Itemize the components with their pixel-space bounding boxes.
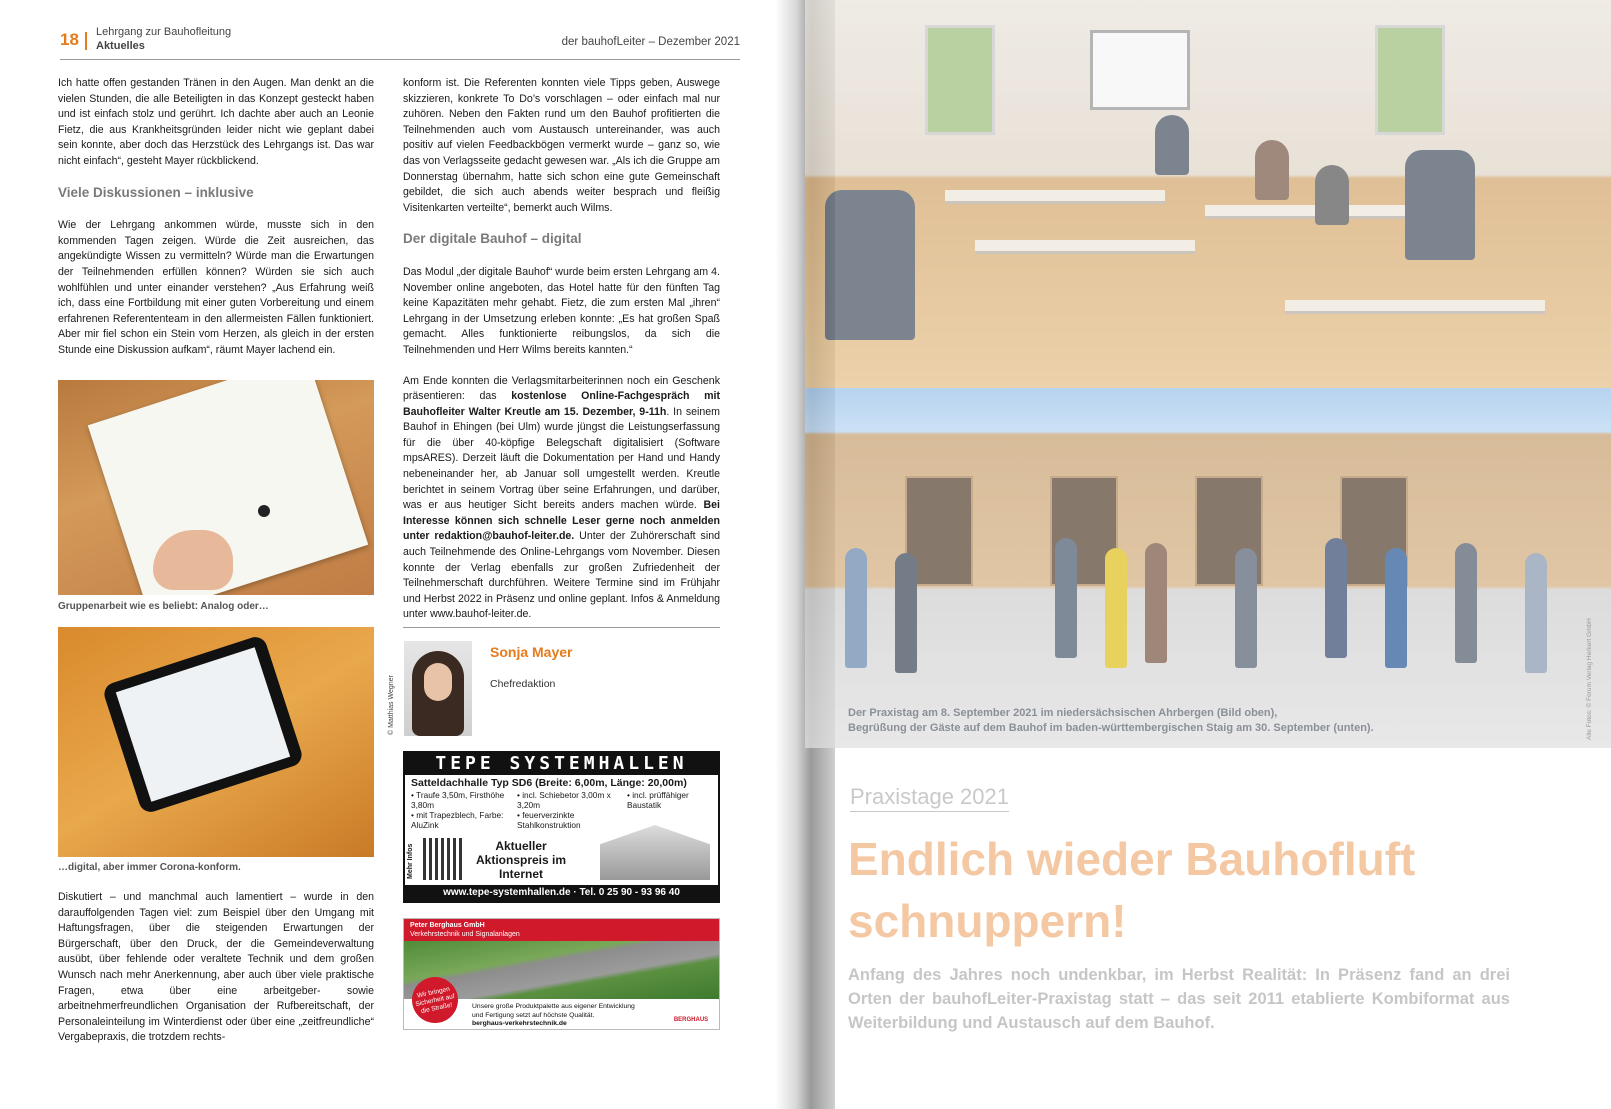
paragraph: konform ist. Die Referenten konnten viele Tipps geben, Auswege skizzieren, konkrete To Do’s vorschlagen – oder einfach mal nur zuhören. Neben den Fakten rund um den Bauhof profitierten die Teilnehmenden auch vom Austausch untereinander, was auch positiv auf vielen Feedbackbögen vermerkt wurde – ganz so, wie das von Verlagsseite gedacht gewesen war. „Als ich die Gruppe am Donnerstag übernahm, hatte sich schon eine gute Gemeinschaft gebildet, die sich auch abends weiter besprach und fleißig Visitenkarten verteilte“, bemerkt auch Wilms.	[403, 77, 720, 214]
photo-bauhof-welcome	[805, 388, 1611, 748]
tablet-device	[101, 634, 304, 815]
subheading: Der digitale Bauhof – digital	[403, 231, 582, 247]
attendee	[1155, 115, 1189, 175]
page-header	[60, 26, 740, 60]
caption-line: Der Praxistag am 8. September 2021 im niedersächsischen Ahrbergen (Bild oben),	[848, 707, 1278, 719]
author-rule	[403, 627, 720, 628]
tepe-bullet: • mit Trapezblech, Farbe: AluZink	[411, 810, 504, 830]
portrait-face	[424, 663, 452, 701]
paragraph-offer	[403, 374, 720, 624]
author-portrait	[404, 641, 472, 736]
berghaus-url[interactable]: berghaus-verkehrstechnik.de	[472, 1020, 567, 1027]
guest	[1055, 538, 1077, 658]
tepe-contact[interactable]: www.tepe-systemhallen.de · Tel. 0 25 90 - 93 96 40	[405, 885, 718, 901]
guest	[895, 553, 917, 673]
right-photo-credit: Alle Fotos: © Forum Verlag Herkert GmbH	[1586, 618, 1593, 740]
text-run: . In seinem Bauhof in Ehingen (bei Ulm) wurde jüngst die Leistungserfassung für die über 40-köpfige Belegschaft digitalisiert (Software mpsARES). Derzeit läuft die Dokumentation per Hand und Handy nebeneinander her, ab Januar soll umgestellt werden. Kreutle berichtet in seinem Vortrag über seine Erfahrungen, und darüber, was er aus heutiger Sicht bereits anders machen würde.	[403, 405, 720, 512]
paragraph: Ich hatte offen gestanden Tränen in den Augen. Man denkt an die vielen Stunden, die alle Beteiligten in das Konzept gesteckt haben und ist einfach stolz und gerührt. Ich dachte aber auch an Leonie Fietz, die aus Krankheitsgründen leider nicht wie geplant dabei sein konnte, aber doch das Herzstück des Lehrgangs ist. Das war nicht einfach“, gesteht Mayer rückblickend.	[58, 77, 374, 167]
headline-line: schnuppern!	[848, 895, 1127, 947]
header-course: Lehrgang zur Bauhofleitung	[96, 26, 232, 38]
article-headline	[848, 828, 1548, 952]
column-1-bottom	[58, 890, 374, 1061]
guest	[1455, 543, 1477, 663]
paragraph: Wie der Lehrgang ankommen würde, musste sich in den kommenden Tagen zeigen. Würde die Zeit ausreichen, das angekündigte Wissen zu vermitteln? Würde man die Erwartungen der Teilnehmenden erfüllen können? Würden sie sich auch wohlfühlen und unter einander verstehen? „Aus Erfahrung weiß ich, dass eine Fortbildung mit einer guten Vorbereitung und einem erfahrenen Referententeam in den allermeisten Fällen funktioniert. Aber mir fiel schon ein Stein vom Herzen, als gleich in der ersten Stunde eine Diskussion aufkam“, räumt Mayer lachend ein.	[58, 219, 374, 356]
guest	[1235, 548, 1257, 668]
guest	[845, 548, 867, 668]
attendee	[825, 190, 915, 340]
text-run: Unter der Zuhörerschaft sind auch Teilnehmende des Online-Lehrgangs vom November. Diesen konnte der Verlag ebenfalls zur großen Zufriedenheit der Teilnehmerschaft durchführen. Weitere Termine sind im Frühjahr und Herbst 2022 in Präsenz und online geplant. Infos & Anmeldung unter www.bauhof-leiter.de.	[403, 530, 720, 621]
berghaus-header	[404, 919, 719, 941]
text-run: Am Ende konnten die Verlagsmitarbeiterinnen noch ein Geschenk präsentieren: das	[403, 374, 720, 403]
text-run-bold: kostenlose Online-Fachgespräch mit Bauhofleiter Walter Kreutle am 15. Dezember, 9-11h	[403, 390, 720, 418]
author-role: Chefredaktion	[490, 678, 556, 690]
berghaus-tagline: Verkehrstechnik und Signalanlagen	[410, 931, 520, 938]
header-section: Aktuelles	[96, 40, 145, 52]
tepe-bullet: • Traufe 3,50m, Firsthöhe 3,80m	[411, 790, 505, 810]
paragraph: Das Modul „der digitale Bauhof“ wurde beim ersten Lehrgang am 4. November online angeboten, das Hotel hatte für den fünften Tag keine Kapazitäten mehr gehabt. Fietz, die zum ersten Mal „ihren“ Lehrgang in der Umsetzung erleben konnte: „Es hat großen Spaß gemacht. Alles funktionierte reibungslos, da sich die Teilnehmenden und Herr Wilms bereits kannten.“	[403, 265, 720, 356]
article-kicker: Praxistage 2021	[850, 784, 1009, 812]
attendee	[1255, 140, 1289, 200]
seminar-table	[975, 240, 1195, 254]
berghaus-badge: Wir bringen Sicherheit auf die Straße!	[408, 973, 463, 1028]
caption-line: Begrüßung der Gäste auf dem Bauhof im baden-württembergischen Staig am 30. September (unten).	[848, 722, 1374, 734]
column-1-top	[58, 76, 374, 374]
tepe-more-info: Mehr Infos	[407, 843, 414, 879]
headline-line: Endlich wieder Bauhofluft	[848, 833, 1416, 885]
seminar-table	[945, 190, 1165, 204]
tepe-spec: Satteldachhalle Typ SD6 (Breite: 6,00m, Länge: 20,00m)	[411, 777, 687, 789]
photo-analog-groupwork	[58, 380, 374, 595]
ad-berghaus[interactable]	[403, 918, 720, 1030]
caption-photo-2: …digital, aber immer Corona-konform.	[58, 862, 241, 873]
window	[1375, 25, 1445, 135]
attendee	[1405, 150, 1475, 260]
tepe-bullet: • feuerverzinkte Stahlkonstruktion	[517, 810, 581, 830]
text-run-bold: Bei Interesse können sich schnelle Leser gerne noch anmelden unter redaktion@bauhof-leiter.de.	[403, 499, 720, 543]
tepe-bullet: • incl. prüffähiger Baustatik	[627, 790, 689, 810]
guest	[1105, 548, 1127, 668]
qr-code-icon[interactable]	[423, 838, 465, 880]
author-name: Sonja Mayer	[490, 644, 573, 660]
berghaus-logo: BERGHAUS	[673, 1017, 709, 1023]
window	[925, 25, 995, 135]
ad-tepe-systemhallen[interactable]	[403, 751, 720, 903]
tablet-screen	[116, 647, 290, 801]
guest	[1525, 553, 1547, 673]
projection-screen	[1090, 30, 1190, 110]
guest	[1145, 543, 1167, 663]
berghaus-line: Unsere große Produktpalette aus eigener Entwicklung	[472, 1003, 635, 1010]
left-page	[0, 0, 790, 1109]
guest	[1325, 538, 1347, 658]
tepe-logo: TEPE SYSTEMHALLEN	[405, 753, 718, 775]
header-magazine: der bauhofLeiter – Dezember 2021	[561, 36, 740, 48]
tepe-bullet: • incl. Schiebetor 3,00m x 3,20m	[517, 790, 611, 810]
tepe-promo: Aktueller Aktionspreis im Internet	[475, 839, 567, 881]
seminar-table	[1285, 300, 1545, 314]
subheading: Viele Diskussionen – inklusive	[58, 184, 254, 200]
header-divider	[85, 32, 87, 50]
column-2	[403, 76, 720, 638]
berghaus-text	[472, 1003, 635, 1029]
photo-digital-tablet	[58, 627, 374, 857]
photo-seminar-room	[805, 0, 1611, 388]
berghaus-company: Peter Berghaus GmbH	[410, 922, 485, 929]
guest	[1385, 548, 1407, 668]
article-lede: Anfang des Jahres noch undenkbar, im Herbst Realität: In Präsenz fand an drei Orten der bauhofLeiter-Praxistag statt – das seit 2011 etablierte Kombiformat aus Weiterbildung und Austausch auf dem Bauhof.	[848, 966, 1510, 1032]
paragraph: Diskutiert – und manchmal auch lamentiert – wurde in den darauffolgenden Tagen viel: zum Beispiel über den Umgang mit Haftungsfragen, über die steigenden Erwartungen der Bürgerschaft, über den Druck, der die Gemeindeverwaltung ausübt, über fehlende oder veraltete Technik und dem großen Wunsch nach mehr Anerkennung, aber auch über viele praktische Fragen, etwa über eine arbeitgeber- sowie arbeitnehmerfreundlichen Organisation der Rufbereitschaft, der Personaleinteilung im Winterdienst oder über eine „zeitfreundliche“ Vergabepraxis, die trotzdem rechts-	[58, 891, 374, 1044]
marker-pen	[258, 505, 270, 517]
right-photo-caption	[848, 706, 1374, 736]
caption-photo-1: Gruppenarbeit wie es beliebt: Analog oder…	[58, 601, 269, 612]
berghaus-line: und Fertigung setzt auf höchste Qualität.	[472, 1011, 595, 1019]
author-photo-credit: © Matthias Wegner	[388, 675, 395, 735]
hall-building-icon	[600, 825, 710, 880]
page-number: 18	[60, 30, 79, 49]
attendee	[1315, 165, 1349, 225]
